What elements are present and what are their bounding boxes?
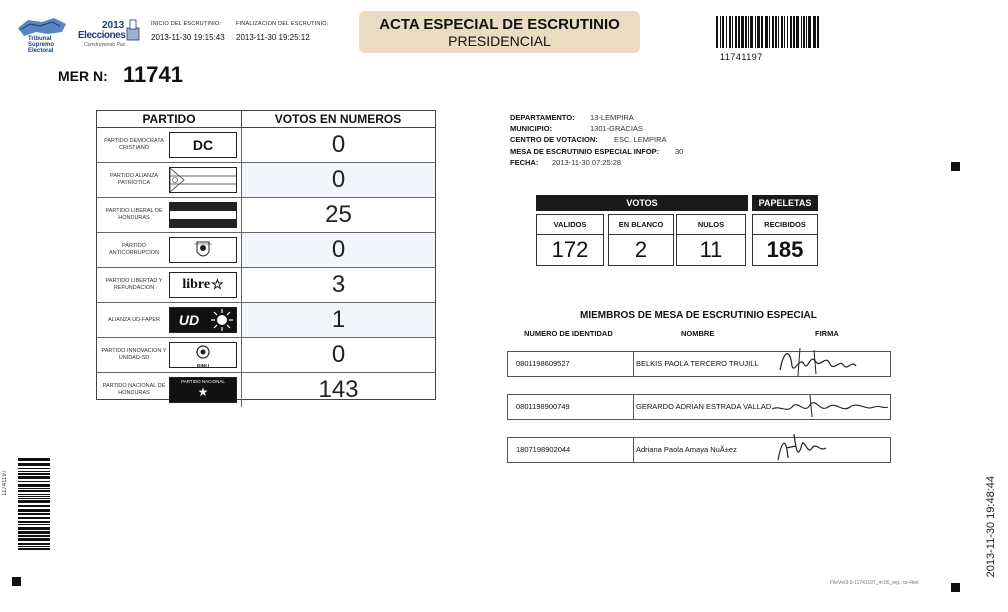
party-name: PARTIDO INNOVACION Y UNIDAD-SD [101, 348, 167, 361]
barcode-bar [720, 16, 721, 48]
barcode-bar [787, 16, 788, 48]
barcode-bar [801, 16, 802, 48]
barcode-bar [745, 16, 747, 48]
column-header-firma: FIRMA [815, 329, 839, 338]
mer-label: MER N: [58, 68, 108, 84]
elections-logo [78, 18, 142, 48]
member-id: 0801198900749 [516, 395, 634, 419]
nulos-label: NULOS [697, 220, 725, 229]
barcode-bar [18, 527, 50, 530]
recibidos-cell [752, 214, 818, 266]
departamento-label: DEPARTAMENTO: [510, 113, 575, 122]
pinu-logo-text: PINU [197, 364, 209, 368]
elections-logo-tagline: Construyendo Paz [84, 42, 126, 48]
barcode-bar [18, 535, 50, 537]
member-row [507, 437, 891, 463]
ud-faper-logo [169, 307, 237, 333]
barcode-bar [18, 496, 50, 497]
barcode-bar [784, 16, 785, 48]
registration-mark [951, 583, 960, 592]
dc-logo-text: DC [192, 137, 214, 153]
anticorrupcion-emblem-icon [169, 237, 237, 263]
nacional-flag-icon [169, 377, 237, 403]
barcode-bar [765, 16, 768, 48]
table-row [97, 338, 435, 373]
table-row [97, 198, 435, 233]
fin-label: FINALIZACION DEL ESCRUTINIO: [236, 21, 329, 27]
ballot-box-icon [124, 18, 142, 44]
barcode-number: 11741197 [720, 52, 763, 62]
party-name: PARTIDO LIBERTAD Y REFUNDACION [105, 278, 163, 291]
mer-number: 11741 [123, 62, 183, 87]
side-barcode [18, 458, 50, 550]
barcode-bar [781, 16, 783, 48]
blanco-label: EN BLANCO [618, 220, 664, 229]
registration-mark [951, 162, 960, 171]
barcode-bar [18, 509, 50, 512]
side-barcode-number: 11741197 [2, 470, 8, 496]
dc-party-logo [169, 132, 237, 158]
barcode-bar [772, 16, 774, 48]
barcode-bar [18, 476, 50, 479]
barcode-bar [18, 531, 50, 534]
column-header-id: NUMERO DE IDENTIDAD [524, 329, 613, 338]
top-barcode [716, 16, 820, 48]
table-row [97, 268, 435, 303]
blanco-value: 2 [609, 234, 673, 263]
star-icon: ☆ [211, 277, 224, 293]
barcode-bar [18, 543, 50, 545]
barcode-bar [18, 505, 50, 507]
barcode-bar [775, 16, 777, 48]
party-votes: 0 [331, 341, 346, 368]
inicio-label: INICIO DEL ESCRUTINIO: [151, 21, 222, 27]
departamento-value: 13-LEMPIRA [590, 113, 634, 122]
party-votes: 0 [242, 163, 435, 197]
liberal-flag-icon [169, 202, 237, 228]
barcode-bar [735, 16, 737, 48]
centro-value: ESC. LEMPIRA [614, 135, 667, 145]
municipio-label: MUNICIPIO: [510, 124, 553, 134]
barcode-bar [18, 471, 50, 472]
barcode-bar [806, 16, 807, 48]
barcode-bar [726, 16, 727, 48]
barcode-bar [18, 513, 50, 515]
table-row [97, 128, 435, 163]
fecha-label: FECHA: [510, 157, 539, 167]
barcode-bar [18, 538, 50, 541]
scan-timestamp: 2013-11-30 19:48:44 [985, 476, 997, 578]
party-name: PARTIDO DEMOCRATA CRISTIANO [104, 138, 164, 151]
party-votes: 0 [242, 233, 435, 267]
fecha-value: 2013-11-30 07:25:28 [552, 157, 622, 167]
barcode-bar [18, 517, 50, 519]
barcode-bar [722, 16, 724, 48]
signature-image [770, 430, 890, 466]
nulos-value: 11 [677, 234, 745, 263]
papeletas-header: PAPELETAS [752, 195, 818, 211]
vote-summary [536, 195, 818, 269]
barcode-bar [18, 473, 50, 475]
table-header [97, 111, 435, 128]
municipio-value: 1301-GRACIAS [590, 124, 643, 134]
signature-image [770, 344, 890, 380]
title-line-2: PRESIDENCIAL [448, 33, 551, 49]
barcode-bar [813, 16, 816, 48]
party-votes: 143 [318, 376, 359, 403]
footer-file-note: FileVer3:0-11741197_m:00_ing.: to-4ket [830, 580, 919, 586]
blanco-cell [608, 214, 674, 266]
barcode-bar [18, 468, 50, 469]
barcode-bar [18, 521, 50, 523]
nulos-cell [676, 214, 746, 266]
fin-value: 2013-11-30 19:25:12 [236, 33, 310, 42]
star-icon: ★ [197, 385, 209, 399]
recibidos-value: 185 [753, 234, 817, 263]
barcode-bar [796, 16, 799, 48]
location-info [510, 112, 684, 168]
table-row [97, 373, 435, 407]
validos-cell [536, 214, 604, 266]
barcode-bar [769, 16, 770, 48]
mesa-value: 30 [675, 146, 684, 156]
barcode-bar [808, 16, 811, 48]
elections-logo-year: 2013 [102, 20, 125, 31]
member-name: Adriana Paola Amaya NuÃ±ez [636, 445, 737, 454]
party-votes: 25 [325, 201, 352, 228]
document-title-box [359, 11, 640, 53]
validos-label: VALIDOS [553, 220, 587, 229]
centro-label: CENTRO DE VOTACION: [510, 135, 598, 145]
member-id: 1807198902044 [516, 438, 634, 462]
party-votes-table [96, 110, 436, 403]
barcode-bar [741, 16, 744, 48]
barcode-bar [732, 16, 733, 48]
tse-logo [14, 14, 72, 54]
barcode-bar [18, 524, 50, 525]
pinu-party-logo [169, 342, 237, 368]
barcode-bar [18, 488, 50, 489]
barcode-bar [18, 463, 50, 466]
title-line-1: ACTA ESPECIAL DE ESCRUTINIO [379, 16, 620, 33]
signature-image [770, 387, 890, 423]
barcode-bar [817, 16, 819, 48]
barcode-bar [18, 490, 50, 492]
barcode-bar [18, 548, 50, 550]
member-row [507, 394, 891, 420]
barcode-bar [18, 500, 50, 503]
table-row [97, 303, 435, 338]
libre-logo-text: libre [182, 277, 211, 292]
column-header-partido: PARTIDO [97, 111, 242, 127]
validos-value: 172 [537, 234, 603, 263]
party-votes: 0 [331, 131, 346, 158]
barcode-bar [803, 16, 805, 48]
alianza-patriotica-flag-icon [169, 167, 237, 193]
table-row [97, 233, 435, 268]
barcode-bar [18, 546, 50, 547]
party-name: ALIANZA UD-FAPER [108, 316, 160, 323]
member-name: BELKIS PAOLA TERCERO TRUJILL [636, 359, 759, 368]
barcode-bar [750, 16, 753, 48]
barcode-bar [18, 484, 50, 487]
member-row [507, 351, 891, 377]
inicio-value: 2013-11-30 19:15:43 [151, 33, 225, 42]
barcode-bar [729, 16, 731, 48]
barcode-bar [790, 16, 792, 48]
members-title: MIEMBROS DE MESA DE ESCRUTINIO ESPECIAL [580, 310, 817, 321]
barcode-bar [757, 16, 760, 48]
member-id: 0801198609527 [516, 352, 634, 376]
barcode-bar [18, 481, 50, 482]
column-header-nombre: NOMBRE [681, 329, 715, 338]
elections-logo-word: Elecciones [78, 30, 126, 41]
barcode-bar [793, 16, 795, 48]
barcode-bar [18, 498, 50, 499]
barcode-bar [18, 458, 50, 461]
member-name: GERARDO ADRIAN ESTRADA VALLAD [636, 402, 772, 411]
table-row [97, 163, 435, 198]
mesa-label: MESA DE ESCRUTINIO ESPECIAL INFOP: [510, 146, 660, 156]
ud-logo-text: UD [178, 312, 200, 328]
nacional-logo-text: PARTIDO NACIONAL [181, 379, 225, 384]
party-name: PARTIDO NACIONAL DE HONDURAS [102, 383, 166, 396]
pinu-emblem-icon [170, 343, 236, 359]
column-header-votos: VOTOS EN NUMEROS [274, 112, 402, 126]
party-name: PARTIDO ALIANZA PATRIOTICA [109, 173, 159, 186]
party-votes: 1 [242, 303, 435, 337]
barcode-bar [748, 16, 749, 48]
recibidos-label: RECIBIDOS [764, 220, 806, 229]
party-name: PARTIDO LIBERAL DE HONDURAS [105, 208, 163, 221]
barcode-bar [18, 494, 50, 495]
party-votes: 3 [331, 271, 346, 298]
barcode-bar [716, 16, 718, 48]
barcode-bar [738, 16, 740, 48]
barcode-bar [761, 16, 763, 48]
barcode-bar [755, 16, 756, 48]
barcode-bar [778, 16, 779, 48]
party-name: PARTIDO ANTICORRUPCION [108, 243, 160, 256]
sun-icon [208, 308, 236, 332]
registration-mark [12, 577, 21, 586]
libre-party-logo [169, 272, 237, 298]
votos-header: VOTOS [536, 195, 748, 211]
tse-logo-text: Tribunal Supremo Electoral [28, 36, 55, 54]
